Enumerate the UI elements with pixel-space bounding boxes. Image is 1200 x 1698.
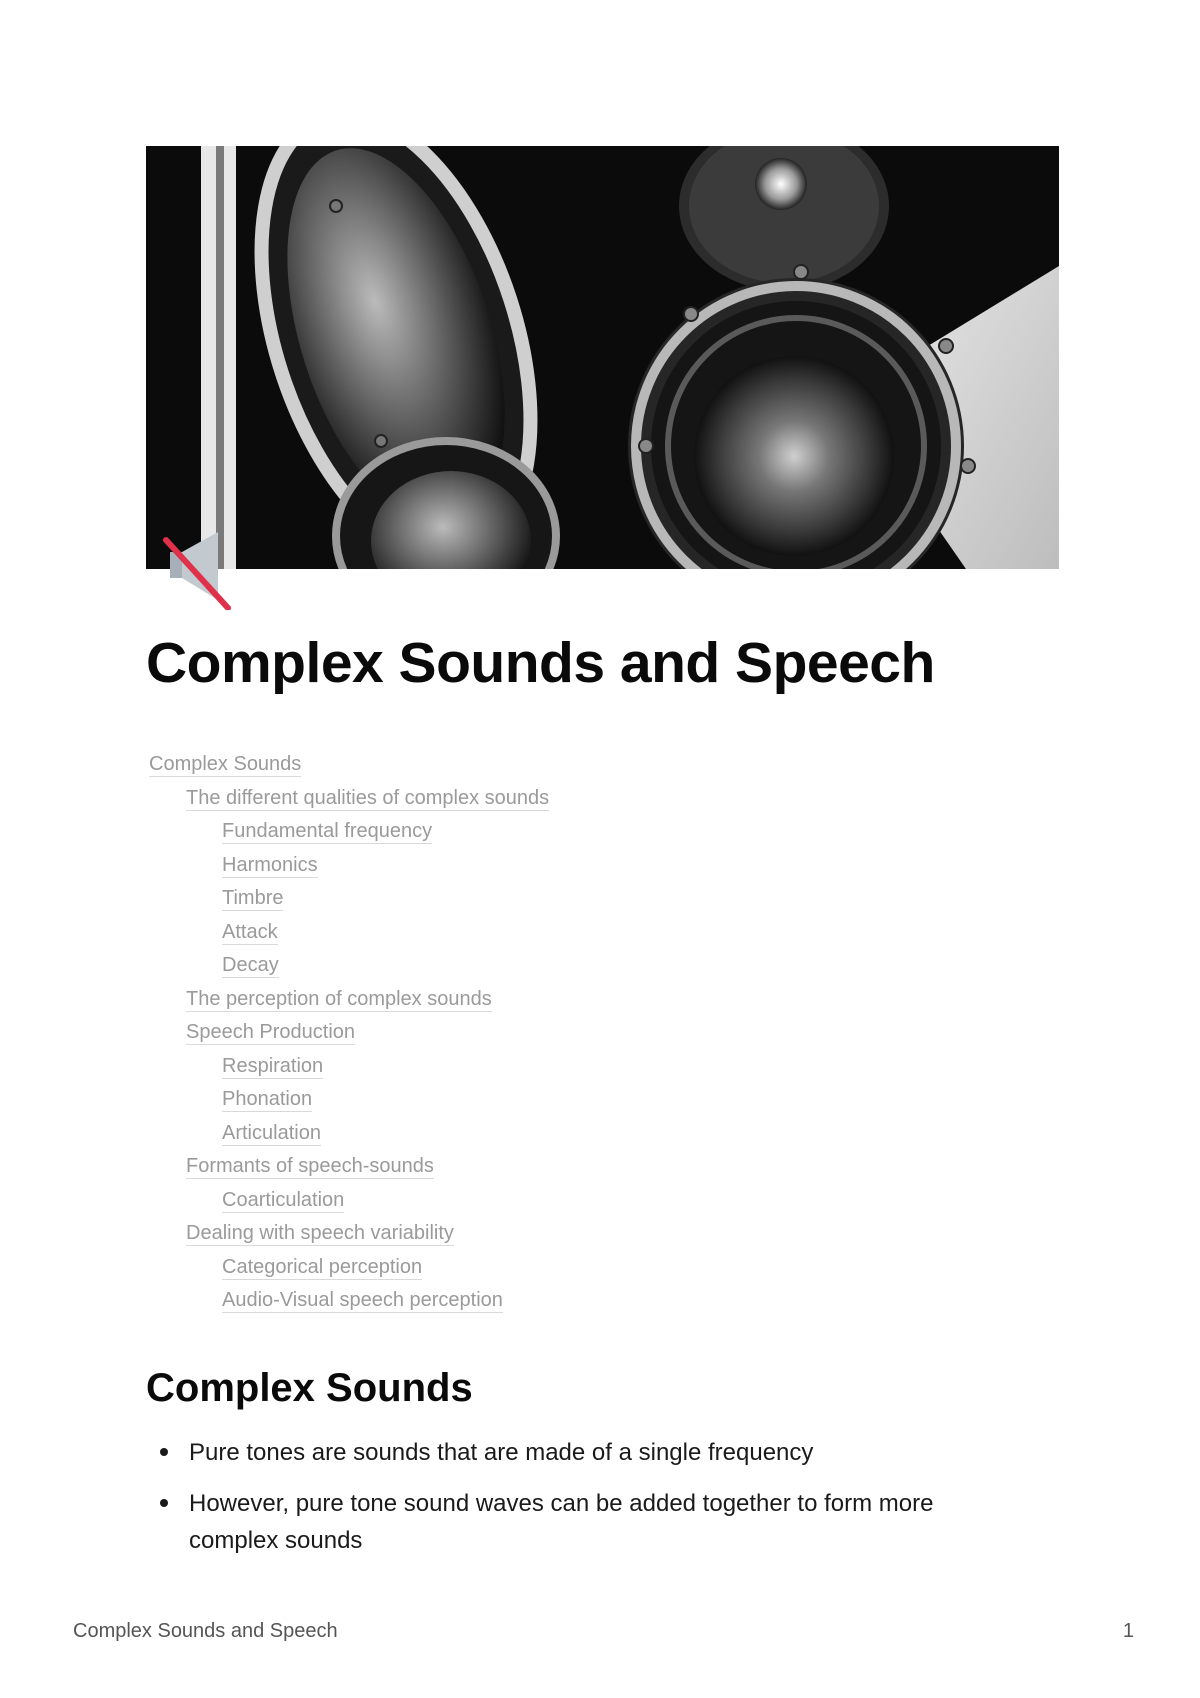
toc-link-coarticulation[interactable]: Coarticulation	[222, 1188, 345, 1211]
toc-link-perception[interactable]: The perception of complex sounds	[186, 987, 492, 1010]
toc-link-complex-sounds[interactable]: Complex Sounds	[149, 753, 302, 775]
list-item	[146, 1434, 1026, 1471]
toc-link-respiration[interactable]: Respiration	[222, 1054, 324, 1077]
footer-doc-title: Complex Sounds and Speech	[73, 1620, 338, 1642]
toc-item	[149, 849, 549, 883]
bullet-icon	[160, 1448, 168, 1456]
toc-link-decay[interactable]: Decay	[222, 954, 279, 976]
toc-link-attack[interactable]: Attack	[222, 920, 278, 943]
section-heading: Complex Sounds	[146, 1366, 473, 1410]
list-item	[146, 1485, 1026, 1559]
toc-item	[149, 1284, 549, 1318]
toc-item	[149, 815, 549, 849]
bullet-icon	[160, 1499, 168, 1507]
toc-link-qualities[interactable]: The different qualities of complex sounds	[186, 786, 550, 809]
toc-link-speech-variability[interactable]: Dealing with speech variability	[186, 1222, 454, 1244]
list-item-text: However, pure tone sound waves can be added together to form more complex sounds	[189, 1490, 934, 1554]
toc-item	[149, 1083, 549, 1117]
cover-image	[146, 146, 1059, 569]
toc-link-timbre[interactable]: Timbre	[222, 887, 284, 909]
muted-speaker-icon	[160, 530, 240, 610]
toc-item	[149, 1150, 549, 1184]
toc-item	[149, 1016, 549, 1050]
toc-item	[149, 1050, 549, 1084]
toc-link-phonation[interactable]: Phonation	[222, 1088, 313, 1110]
toc-item	[149, 782, 549, 816]
toc-item	[149, 983, 549, 1017]
toc-item	[149, 748, 549, 782]
page-title: Complex Sounds and Speech	[146, 631, 935, 695]
list-item-text: Pure tones are sounds that are made of a single frequency	[189, 1439, 814, 1466]
toc-link-formants[interactable]: Formants of speech-sounds	[186, 1155, 434, 1177]
toc-link-categorical-perception[interactable]: Categorical perception	[222, 1255, 423, 1278]
toc-link-fundamental-frequency[interactable]: Fundamental frequency	[222, 820, 433, 842]
table-of-contents	[149, 748, 549, 1318]
toc-item	[149, 1184, 549, 1218]
toc-item	[149, 1117, 549, 1151]
toc-item	[149, 1251, 549, 1285]
footer-page-number: 1	[1122, 1620, 1134, 1642]
toc-link-articulation[interactable]: Articulation	[222, 1121, 321, 1144]
toc-item	[149, 1217, 549, 1251]
toc-link-speech-production[interactable]: Speech Production	[186, 1021, 356, 1043]
speaker-photo	[146, 146, 1059, 569]
toc-link-harmonics[interactable]: Harmonics	[222, 853, 318, 876]
bullet-list	[146, 1434, 1026, 1573]
toc-item	[149, 916, 549, 950]
toc-item	[149, 882, 549, 916]
toc-link-audio-visual[interactable]: Audio-Visual speech perception	[222, 1289, 503, 1311]
toc-item	[149, 949, 549, 983]
